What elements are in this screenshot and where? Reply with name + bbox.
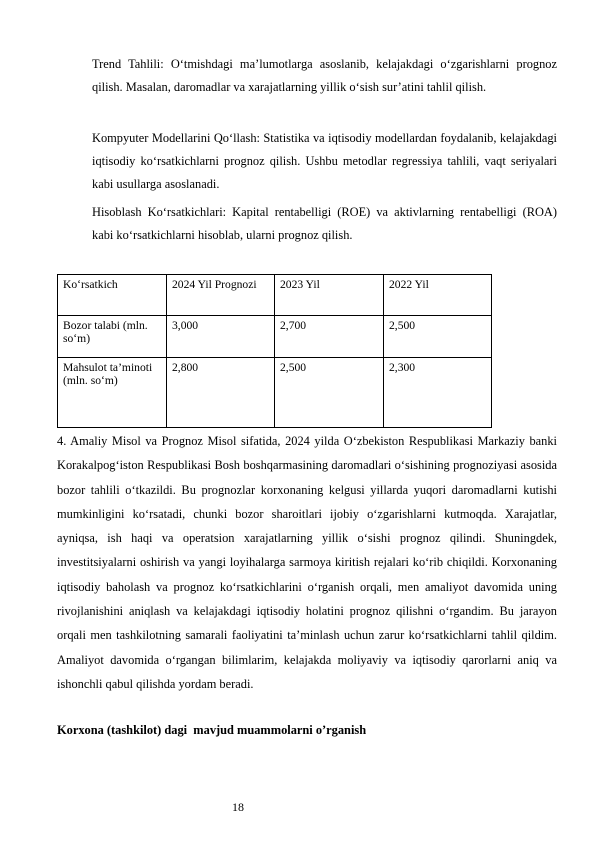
table-cell: 3,000 [167, 316, 275, 358]
table-header-cell: 2023 Yil [275, 275, 384, 316]
table-cell: 2,500 [275, 358, 384, 428]
table-cell: 2,300 [384, 358, 492, 428]
table-cell: 2,700 [275, 316, 384, 358]
table-header-cell: 2022 Yil [384, 275, 492, 316]
section-heading: Korxona (tashkilot) dagi mavjud muammolarni o’rganish [57, 723, 367, 737]
paragraph-trend-analysis: Trend Tahlili: O‘tmishdagi ma’lumotlarga asoslanib, kelajakdagi o‘zgarishlarni prognoz qilish. Masalan, daromadlar va xarajatlarning yillik o‘sish sur’atini tahlil qilish. [92, 57, 557, 94]
table-cell: Bozor talabi (mln. so‘m) [58, 316, 167, 358]
forecast-table [57, 274, 492, 428]
table-cell: 2,500 [384, 316, 492, 358]
table-row [58, 316, 492, 358]
paragraph-computer-models: Kompyuter Modellarini Qo‘llash: Statistika va iqtisodiy modellardan foydalanib, kelajakdagi iqtisodiy ko‘rsatkichlarni prognoz qilish. Ushbu metodlar regressiya tahlili, vaqt seriyalari kabi usullarga asoslanadi. [92, 131, 557, 191]
paragraph-practical-example: 4. Amaliy Misol va Prognoz Misol sifatida, 2024 yilda O‘zbekiston Respublikasi Markaziy banki Korakalpog‘iston Respublikasi Bosh boshqarmasining daromadlari o‘sishining prognoziyasi asosida bozor tahlili o‘tkazildi. Bu prognozlar korxonaning kelgusi yillarda yuqori daromadlarni kutishi mumkinligini ko‘rsatadi, chunki bozor sharoitlari ijobiy o‘zgarishlarni kutmoqda. Xarajatlar, ayniqsa, ish haqi va operatsion xarajatlarning yillik o‘sishi prognoz qilindi. Shuningdek, investitsiyalarni oshirish va yangi loyihalarga sarmoya kiritish rejalari ko‘rib chiqildi. Korxonaning iqtisodiy baholash va prognoz ko‘rsatkichlarini o‘rganish orqali, men amaliyot davomida uning rivojlanishini aniqlash va kelajakdagi iqtisodiy holatini prognoz qilishni o‘rgandim. Bu jarayon orqali men tashkilotning samarali faoliyatini ta’minlash uchun zarur ko‘rsatkichlarni tahlil qildim. Amaliyot davomida o‘rgangan bilimlarim, kelajakda moliyaviy va iqtisodiy qarorlarni aniq va ishonchli qabul qilishda yordam beradi. [57, 434, 557, 691]
paragraph-calculation-indicators: Hisoblash Ko‘rsatkichlari: Kapital rentabelligi (ROE) va aktivlarning rentabelligi (ROA) kabi ko‘rsatkichlarni hisoblab, ularni prognoz qilish. [92, 205, 557, 242]
page-number: 18 [232, 800, 244, 814]
table-cell: Mahsulot ta’minoti (mln. so‘m) [58, 358, 167, 428]
table-header-cell: 2024 Yil Prognozi [167, 275, 275, 316]
table-header-row [58, 275, 492, 316]
table-header-cell: Ko‘rsatkich [58, 275, 167, 316]
table-row [58, 358, 492, 428]
table-cell: 2,800 [167, 358, 275, 428]
